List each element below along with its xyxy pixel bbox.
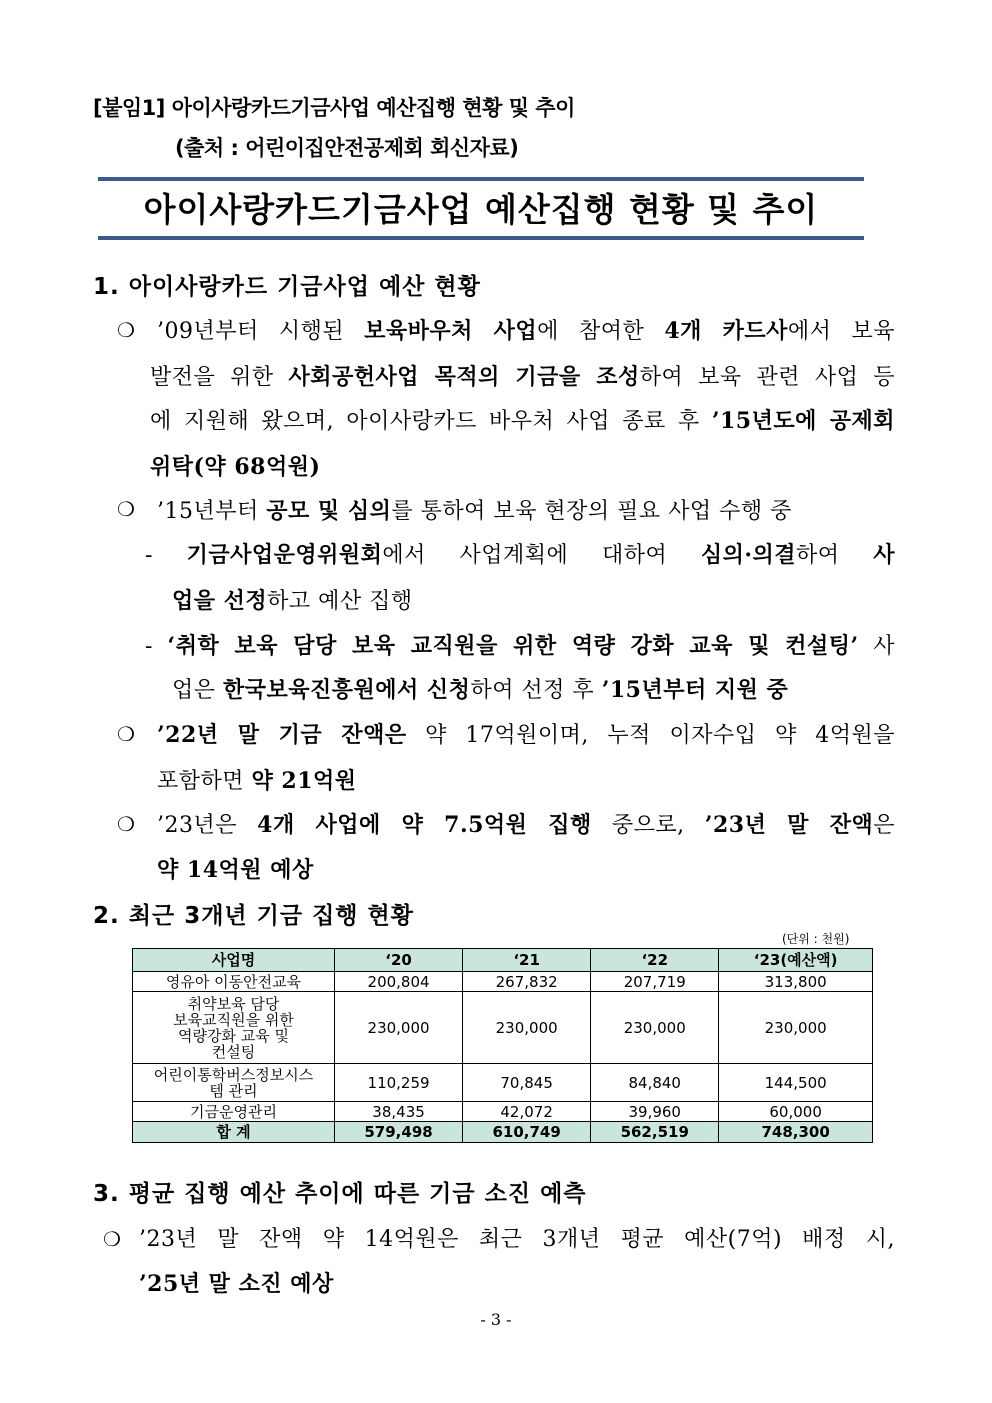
page-title: 아이사랑카드기금사업 예산집행 현황 및 추이: [143, 190, 819, 229]
section1-heading: 1. 아이사랑카드 기금사업 예산 현황: [93, 274, 481, 300]
section3-heading: 3. 평균 집행 예산 추이에 따른 기금 소진 예측: [93, 1181, 587, 1207]
s3-b1-line1: ’23년 말 잔액 약 14억원은 최근 3개년 평균 예산(7억) 배정 시,: [139, 1227, 895, 1252]
bullet-icon: ❍: [117, 812, 135, 836]
total-value: 610,749: [463, 1122, 591, 1143]
cell-value: 230,000: [719, 992, 873, 1064]
title-top-rule: [98, 177, 864, 181]
row-name: 영유아 이동안전교육: [133, 972, 335, 992]
cell-value: 39,960: [591, 1102, 719, 1122]
s1-b3-line1: ’22년 말 기금 잔액은 약 17억원이며, 누적 이자수입 약 4억원을: [157, 722, 895, 748]
table-row: [133, 1102, 873, 1122]
cell-value: 38,435: [335, 1102, 463, 1122]
table-row: [133, 992, 873, 1064]
unit-note: (단위 : 천원): [782, 932, 850, 946]
title-bottom-rule: [98, 236, 864, 240]
page-number: - 3 -: [480, 1310, 512, 1329]
s1-b2-dash1-line2: 업을 선정하고 예산 집행: [172, 588, 413, 614]
cell-value: 110,259: [335, 1064, 463, 1102]
cell-value: 200,804: [335, 972, 463, 992]
row-name: 어린이통학버스정보시스 템 관리: [133, 1064, 335, 1102]
total-label: 합 계: [133, 1122, 335, 1143]
cell-value: 144,500: [719, 1064, 873, 1102]
budget-table: [132, 948, 873, 1143]
cell-value: 42,072: [463, 1102, 591, 1122]
s3-b1-line2: ’25년 말 소진 예상: [139, 1271, 334, 1297]
total-value: 579,498: [335, 1122, 463, 1143]
col-header-2022: ‘22: [591, 949, 719, 972]
s1-b4-line1: ’23년은 4개 사업에 약 7.5억원 집행 중으로, ’23년 말 잔액은: [157, 812, 895, 838]
s1-b2-dash2-line1: - ‘취학 보육 담당 보육 교직원을 위한 역량 강화 교육 및 컨설팅’ 사: [145, 633, 895, 659]
col-header-2021: ‘21: [463, 949, 591, 972]
s1-b3-line2: 포함하면 약 21억원: [157, 768, 357, 794]
cell-value: 207,719: [591, 972, 719, 992]
table-row: [133, 1064, 873, 1102]
bullet-icon: ❍: [103, 1227, 121, 1251]
s1-b2-line1: ’15년부터 공모 및 심의를 통하여 보육 현장의 필요 사업 수행 중: [157, 498, 792, 524]
s1-b1-line3: 에 지원해 왔으며, 아이사랑카드 바우처 사업 종료 후 ’15년도에 공제회: [150, 408, 895, 434]
col-header-2020: ‘20: [335, 949, 463, 972]
s1-b2-dash1-line1: - 기금사업운영위원회에서 사업계획에 대하여 심의·의결하여 사: [145, 542, 895, 568]
row-name: 기금운영관리: [133, 1102, 335, 1122]
attachment-label: [붙임1] 아이사랑카드기금사업 예산집행 현황 및 추이: [93, 96, 575, 120]
cell-value: 84,840: [591, 1064, 719, 1102]
cell-value: 313,800: [719, 972, 873, 992]
section2-heading: 2. 최근 3개년 기금 집행 현황: [93, 903, 414, 929]
total-value: 562,519: [591, 1122, 719, 1143]
cell-value: 267,832: [463, 972, 591, 992]
s1-b1-line2: 발전을 위한 사회공헌사업 목적의 기금을 조성하여 보육 관련 사업 등: [150, 364, 895, 390]
cell-value: 230,000: [463, 992, 591, 1064]
cell-value: 230,000: [591, 992, 719, 1064]
bullet-icon: ❍: [117, 318, 135, 342]
cell-value: 230,000: [335, 992, 463, 1064]
cell-value: 60,000: [719, 1102, 873, 1122]
s1-b2-dash2-line2: 업은 한국보육진흥원에서 신청하여 선정 후 ’15년부터 지원 중: [172, 677, 789, 703]
col-header-name: 사업명: [133, 949, 335, 972]
s1-b1-line4: 위탁(약 68억원): [150, 454, 321, 480]
total-value: 748,300: [719, 1122, 873, 1143]
table-row: [133, 972, 873, 992]
source-note: (출처 : 어린이집안전공제회 회신자료): [175, 136, 519, 160]
row-name: 취약보육 담당 보육교직원을 위한 역량강화 교육 및 컨설팅: [133, 992, 335, 1064]
table-total-row: [133, 1122, 873, 1143]
bullet-icon: ❍: [117, 722, 135, 746]
s1-b4-line2: 약 14억원 예상: [157, 857, 314, 883]
cell-value: 70,845: [463, 1064, 591, 1102]
col-header-2023: ‘23(예산액): [719, 949, 873, 972]
table-header-row: [133, 949, 873, 972]
bullet-icon: ❍: [117, 497, 135, 521]
s1-b1-line1: ’09년부터 시행된 보육바우처 사업에 참여한 4개 카드사에서 보육: [157, 318, 895, 344]
